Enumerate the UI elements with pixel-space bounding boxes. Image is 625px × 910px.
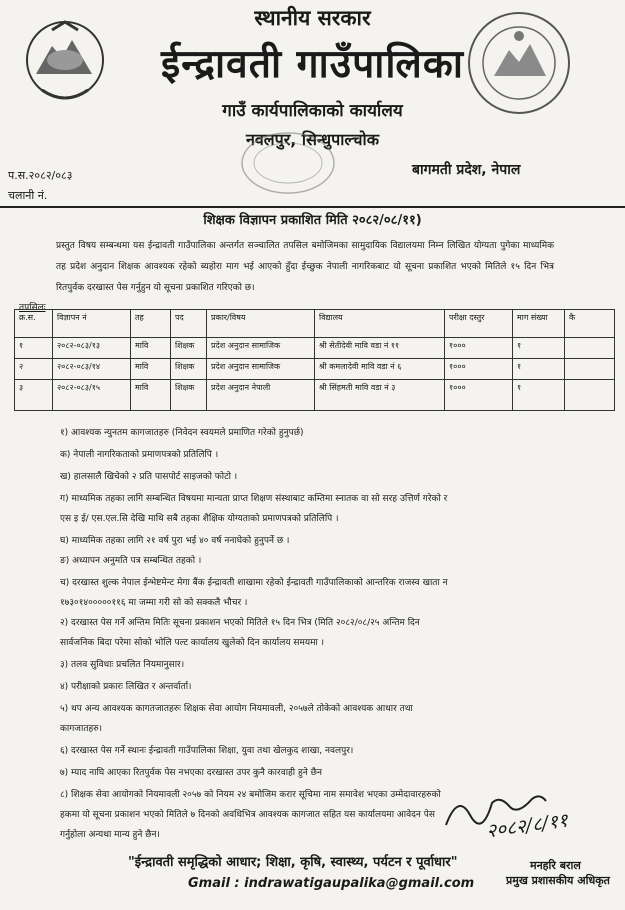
office-stamp-icon <box>238 128 338 198</box>
requirement-item: ख) हालसालै खिचेको २ प्रति पासपोर्ट साइजको फोटो । <box>60 472 238 482</box>
cell: १ <box>15 338 53 359</box>
municipality-title: ईन्द्रावती गाउँपालिका <box>161 42 464 87</box>
header-school: विद्यालय <box>315 310 445 338</box>
cell: शिक्षक <box>171 359 207 380</box>
cell: मावि <box>131 338 171 359</box>
notice-title: शिक्षक विज्ञापन प्रकाशित मिति २०८२/०८/११) <box>203 213 422 228</box>
cell: श्री सिंहमती मावि वडा नं ३ <box>315 380 445 411</box>
requirement-item: १) आवश्यक न्युनतम कागजातहरु (निवेदन स्वयमले प्रमाणित गरेको हुनुपर्छ) <box>60 428 304 438</box>
office-address: नवलपुर, सिन्धुपाल्चोक <box>246 130 379 149</box>
officer-title: प्रमुख प्रशासकीय अधिकृत <box>506 874 610 887</box>
requirement-item: कागजातहरु। <box>60 724 103 734</box>
government-label: स्थानीय सरकार <box>254 6 371 30</box>
requirement-item: गर्नुहोला अन्यथा मान्य हुने छैन। <box>60 830 160 840</box>
requirement-item: ग) माध्यमिक तहका लागि सम्बन्धित विषयमा मान्यता प्राप्त शिक्षण संस्थाबाट कम्तिमा स्नातक वा सो सरह उत्तिर्ण गरेको र <box>60 494 448 504</box>
requirement-item: ४) परीक्षाको प्रकारः लिखित र अन्तर्वार्ता। <box>60 682 192 692</box>
header-ad-number: विज्ञापन नं <box>53 310 131 338</box>
office-name: गाउँ कार्यपालिकाको कार्यालय <box>222 101 403 121</box>
cell: मावि <box>131 380 171 411</box>
cell: श्री सेतीदेवी मावि वडा नं ११ <box>315 338 445 359</box>
header-type-subject: प्रकार/विषय <box>207 310 315 338</box>
header-serial: क्र.स. <box>15 310 53 338</box>
header-divider <box>0 206 625 208</box>
requirement-item: ३) तलव सुविधाः प्रचलित नियमानुसार। <box>60 660 185 670</box>
cell: १००० <box>445 380 513 411</box>
header-level: तह <box>131 310 171 338</box>
header-exam-fee: परीक्षा दस्तुर <box>445 310 513 338</box>
header-demand: माग संख्या <box>513 310 565 338</box>
table-row <box>15 359 615 380</box>
cell: १००० <box>445 359 513 380</box>
footer-email <box>188 876 474 891</box>
cell: २०८२-०८३/१५ <box>53 380 131 411</box>
requirement-item: १७३०१४०००००११६ मा जम्मा गरी सो को सक्कलै भौचर । <box>60 598 248 608</box>
table-label: तपसिलः <box>19 303 46 313</box>
notice-intro: प्रस्तुत विषय सम्बन्धमा यस ईन्द्रावती गाउँपालिका अन्तर्गत सञ्चालित तपसिल बमोजिमका सामुदायिक विद्यालयमा निम्न लिखित योग्यता पुगेका माध्यमिक तह प्रदेश अनुदान शिक्षक आवश्यक रहेको ब्यहोरा माग भई आएको हुँदा ईच्छुक नेपाली नागरिकबाट यो सूचना प्रकाशित भएको मितिले १५ दिन भित्र रितपुर्वक दरखास्त पेस गर्नुहुन यो सूचना प्रकाशित गरिएको छ। <box>56 241 554 293</box>
cell: शिक्षक <box>171 338 207 359</box>
cell: श्री कमलादेवी मावि वडा नं ६ <box>315 359 445 380</box>
cell <box>565 380 615 411</box>
footer-motto: "ईन्द्रावती समृद्धिको आधार; शिक्षा, कृषि, स्वास्थ्य, पर्यटन र पूर्वाधार" <box>128 855 458 870</box>
requirement-item: सार्वजनिक बिदा परेमा सोको भोलि पल्ट कार्यालय खुलेको दिन कार्यालय समयमा । <box>60 638 325 648</box>
requirement-item: च) दरखास्त शुल्क नेपाल ईन्भेष्टमेन्ट मेगा बैंक ईन्द्रावती शाखामा रहेको ईन्द्रावती गाउँपालिकाको आन्तरिक राजस्व खाता न <box>60 578 448 588</box>
requirement-item: एस इ ई/ एस.एल.सि देखि माथि सबै तहका शैक्षिक योग्यताको प्रमाणपत्रको प्रतिलिपि । <box>60 514 339 524</box>
table-header-row <box>15 310 615 338</box>
cell: १ <box>513 338 565 359</box>
table-row <box>15 380 615 411</box>
requirement-item: ६) दरखास्त पेस गर्ने स्थानः ईन्द्रावती गाउँपालिका शिक्षा, युवा तथा खेलकुद शाखा, नवलपुर। <box>60 746 354 756</box>
table-row <box>15 338 615 359</box>
requirement-item: ङ) अध्यापन अनुमति पत्र सम्बन्धित तहको । <box>60 556 202 566</box>
dispatch-number: चलानी नं. <box>8 189 48 202</box>
cell: प्रदेश अनुदान सामाजिक <box>207 338 315 359</box>
requirement-item: ७) म्याद नाघि आएका रितपुर्वक पेस नभएका दरखास्त उपर कुनै कारवाही हुने छैन <box>60 768 322 778</box>
signature-date: २०८२/८/११ <box>485 809 570 843</box>
cell <box>565 359 615 380</box>
requirement-item: २) दरखास्त पेस गर्ने अन्तिम मितिः सूचना प्रकाशन भएको मितिले १५ दिन भित्र (मिति २०८२/०८/२५ अन्तिम दिन <box>60 618 420 628</box>
cell: २०८२-०८३/१४ <box>53 359 131 380</box>
cell: १ <box>513 359 565 380</box>
officer-name: मनहरि बराल <box>530 859 581 872</box>
email-label: Gmail : <box>188 876 240 891</box>
vacancy-table <box>14 309 615 411</box>
cell: प्रदेश अनुदान नेपाली <box>207 380 315 411</box>
requirement-item: ८) शिक्षक सेवा आयोगको नियमावली २०५७ को नियम २४ बमोजिम करार सूचिमा नाम समावेश भएका उम्मेदावारहरुको <box>60 790 441 800</box>
province-label: बागमती प्रदेश, नेपाल <box>412 162 521 178</box>
requirement-item: क) नेपाली नागरिकताको प्रमाणपत्रको प्रतिलिपि । <box>60 450 219 460</box>
cell: १ <box>513 380 565 411</box>
header-post: पद <box>171 310 207 338</box>
requirement-item: हकमा यो सूचना प्रकाशन भएको मितिले ७ दिनको अवधिभित्र आवश्यक कागजात सहित यस कार्यालयमा आवेदन पेस <box>60 810 435 820</box>
cell: १००० <box>445 338 513 359</box>
requirement-item: ५) थप अन्य आवश्यक कागतजातहरुः शिक्षक सेवा आयोग नियमावली, २०५७ले तोकेको आवश्यक आधार तथा <box>60 704 413 714</box>
cell <box>565 338 615 359</box>
header-remarks: कै <box>565 310 615 338</box>
email-address: indrawatigaupalika@gmail.com <box>244 876 475 891</box>
cell: शिक्षक <box>171 380 207 411</box>
cell: ३ <box>15 380 53 411</box>
cell: प्रदेश अनुदान सामाजिक <box>207 359 315 380</box>
cell: मावि <box>131 359 171 380</box>
cell: २०८२-०८३/१३ <box>53 338 131 359</box>
cell: २ <box>15 359 53 380</box>
reference-number: प.स.२०८२/०८३ <box>8 169 73 182</box>
requirement-item: घ) माध्यमिक तहका लागि २१ वर्ष पुरा भई ४० वर्ष ननाघेको हुनुपर्ने छ । <box>60 536 290 546</box>
